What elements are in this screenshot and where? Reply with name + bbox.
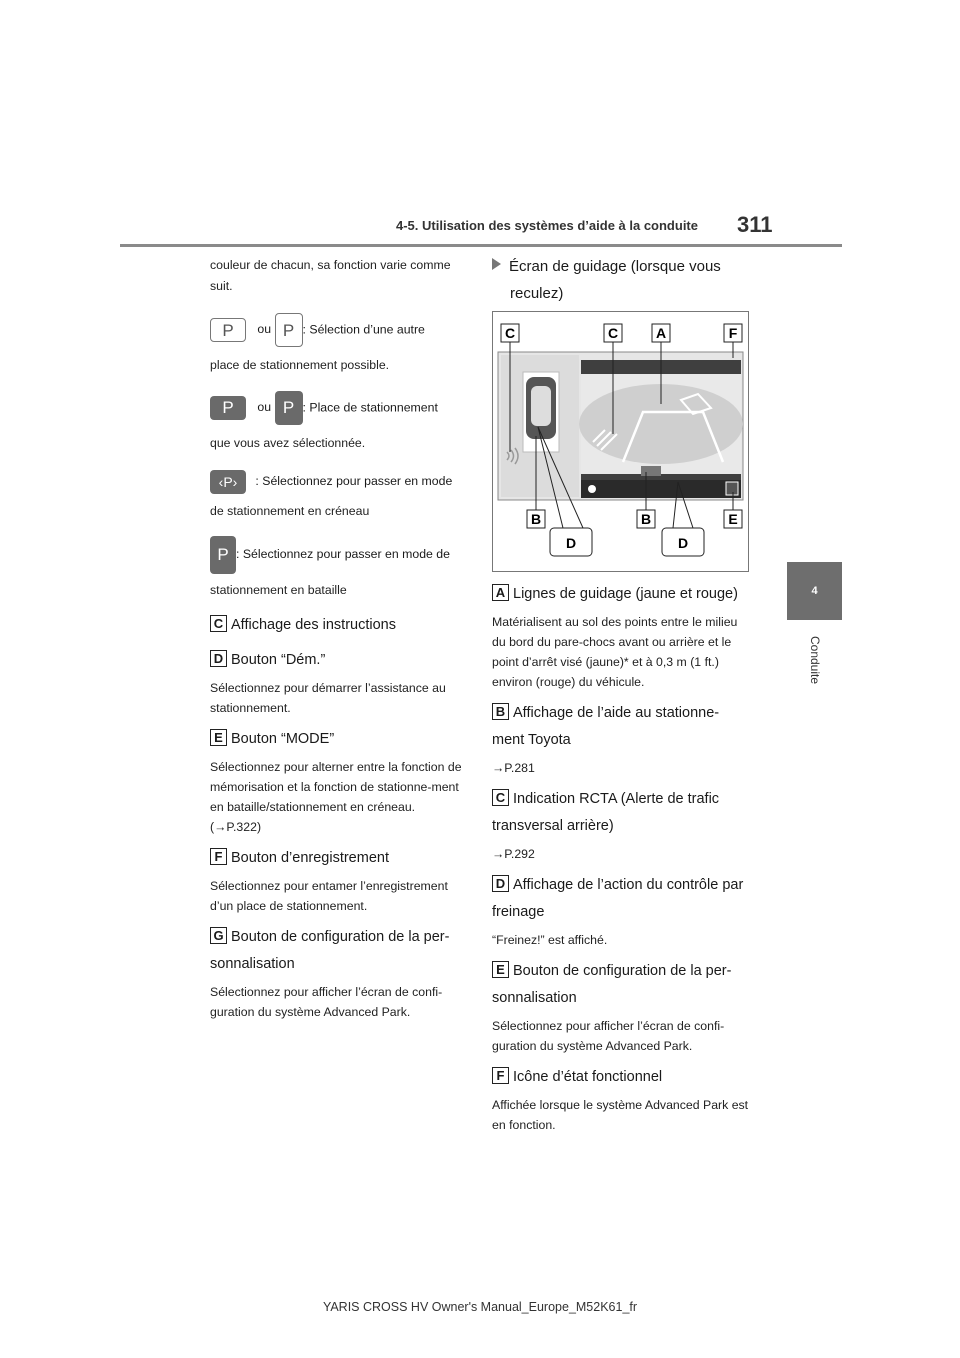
letter-label: E [492, 961, 509, 978]
item-desc: Sélectionnez pour alterner entre la fonction de mémorisation et la fonction de stationne-ment en bataille/stationnement en créneau. (→P.322) [210, 759, 462, 834]
label-b2: B [640, 511, 652, 527]
left-column [210, 255, 468, 1022]
icon-item-text-cont: place de stationnement possible. [210, 358, 390, 372]
item-f-status [492, 1064, 754, 1135]
letter-label: D [492, 875, 509, 892]
chapter-label-text: Conduite [807, 635, 822, 685]
item-e-custom [492, 958, 754, 1056]
p-filled-tall-icon: P [275, 391, 303, 425]
item-desc: Sélectionnez pour afficher l’écran de confi-guration du système Advanced Park. [210, 984, 443, 1019]
item-title: Bouton de configuration de la per-sonnalisation [492, 963, 732, 1006]
car-roof [531, 386, 551, 426]
chapter-label [787, 600, 842, 720]
guidance-screen-figure [492, 311, 749, 572]
item-desc: Matérialisent au sol des points entre le milieu du bord du pare-chocs avant ou arrière et le point d’arrêt visé (jaune)* et à 0,3 m (1 ft.) environ (rouge) du véhicule. [492, 615, 738, 689]
icon-item-2 [210, 391, 468, 453]
item-desc: Sélectionnez pour afficher l’écran de confi-guration du système Advanced Park. [492, 1019, 725, 1053]
heading-text: Écran de guidage (lorsque vous reculez) [509, 258, 721, 302]
brake-action-icon [588, 485, 596, 493]
label-a: A [655, 325, 667, 341]
item-title: Affichage de l’action du contrôle par freinage [492, 877, 744, 920]
item-title: Icône d’état fonctionnel [513, 1069, 663, 1085]
header-rule [120, 244, 842, 247]
label-e: E [728, 511, 738, 527]
item-title: Bouton “MODE” [231, 730, 335, 747]
item-title: Lignes de guidage (jaune et rouge) [513, 586, 738, 602]
letter-label: E [210, 729, 227, 746]
settings-gear-icon [726, 482, 738, 495]
item-title: Bouton d’enregistrement [231, 849, 389, 866]
item-title: Indication RCTA (Alerte de trafic transversal arrière) [492, 791, 720, 834]
stop-line-indicator [641, 466, 661, 476]
item-e [210, 726, 468, 837]
icon-item-4 [210, 535, 468, 600]
item-d-brake [492, 872, 754, 950]
letter-label: G [210, 927, 227, 944]
icon-item-text-cont: stationnement en bataille [210, 582, 347, 597]
item-d [210, 647, 468, 718]
letter-label: D [210, 650, 227, 667]
triangle-bullet-icon [492, 258, 501, 270]
item-desc: Affichée lorsque le système Advanced Park est en fonction. [492, 1098, 749, 1132]
p-outline-icon: P [210, 318, 246, 342]
icon-item-text: : Sélectionnez pour passer en mode [255, 474, 453, 488]
item-desc: Sélectionnez pour démarrer l’assistance au stationnement. [210, 680, 446, 715]
icon-item-3 [210, 467, 468, 521]
label-d1: D [565, 535, 577, 551]
p-outline-tall-icon: P [275, 313, 303, 347]
item-desc: Sélectionnez pour entamer l’enregistrement d’un place de stationnement. [210, 878, 448, 913]
item-desc: →P.292 [492, 847, 535, 861]
item-a [492, 581, 754, 692]
label-c1: C [504, 325, 516, 341]
icon-item-text-cont: que vous avez sélectionnée. [210, 436, 366, 450]
label-c2: C [607, 325, 619, 341]
right-column [492, 581, 754, 1135]
item-desc: →P.281 [492, 761, 535, 775]
parallel-parking-icon: ‹P› [210, 470, 246, 494]
item-title: Bouton “Dém.” [231, 651, 326, 668]
letter-label: A [492, 584, 509, 601]
or-word: ou [257, 400, 272, 415]
screen-heading [492, 253, 752, 307]
label-b1: B [530, 511, 542, 527]
item-title: Bouton de configuration de la per-sonnalisation [210, 928, 450, 972]
chapter-tab: 4 [787, 562, 842, 620]
footer-manual-id: YARIS CROSS HV Owner's Manual_Europe_M52K61_fr [322, 1300, 638, 1314]
item-title: Affichage de l’aide au stationne-ment Toyota [492, 705, 720, 748]
item-b [492, 700, 754, 778]
or-word: ou [257, 322, 272, 337]
icon-item-text: : Place de stationnement [302, 400, 438, 415]
icon-item-text: : Sélectionnez pour passer en mode de [236, 547, 450, 561]
icon-item-text: : Sélection d’une autre [302, 322, 425, 337]
intro-text: couleur de chacun, sa fonction varie comme suit. [210, 258, 451, 293]
section-title: 4-5. Utilisation des systèmes d’aide à la conduite [396, 218, 698, 233]
item-g [210, 924, 468, 1022]
item-desc: “Freinez!” est affiché. [492, 933, 608, 947]
perpendicular-parking-icon: P [210, 536, 236, 574]
item-title: Affichage des instructions [231, 616, 396, 633]
letter-label: F [492, 1067, 509, 1084]
guidance-screen-illustration [493, 312, 748, 571]
page-number: 311 [737, 212, 773, 237]
p-filled-icon: P [210, 396, 246, 420]
item-f [210, 845, 468, 916]
item-c [210, 612, 468, 639]
icon-item-text-cont: de stationnement en créneau [210, 504, 370, 518]
letter-label: F [210, 848, 227, 865]
label-d2: D [677, 535, 689, 551]
item-c-rcta [492, 786, 754, 864]
label-f: F [728, 325, 738, 341]
letter-label: B [492, 703, 509, 720]
icon-item-1 [210, 313, 468, 375]
camera-bottom-bar [581, 480, 741, 498]
letter-label: C [492, 789, 509, 806]
letter-label: C [210, 615, 227, 632]
